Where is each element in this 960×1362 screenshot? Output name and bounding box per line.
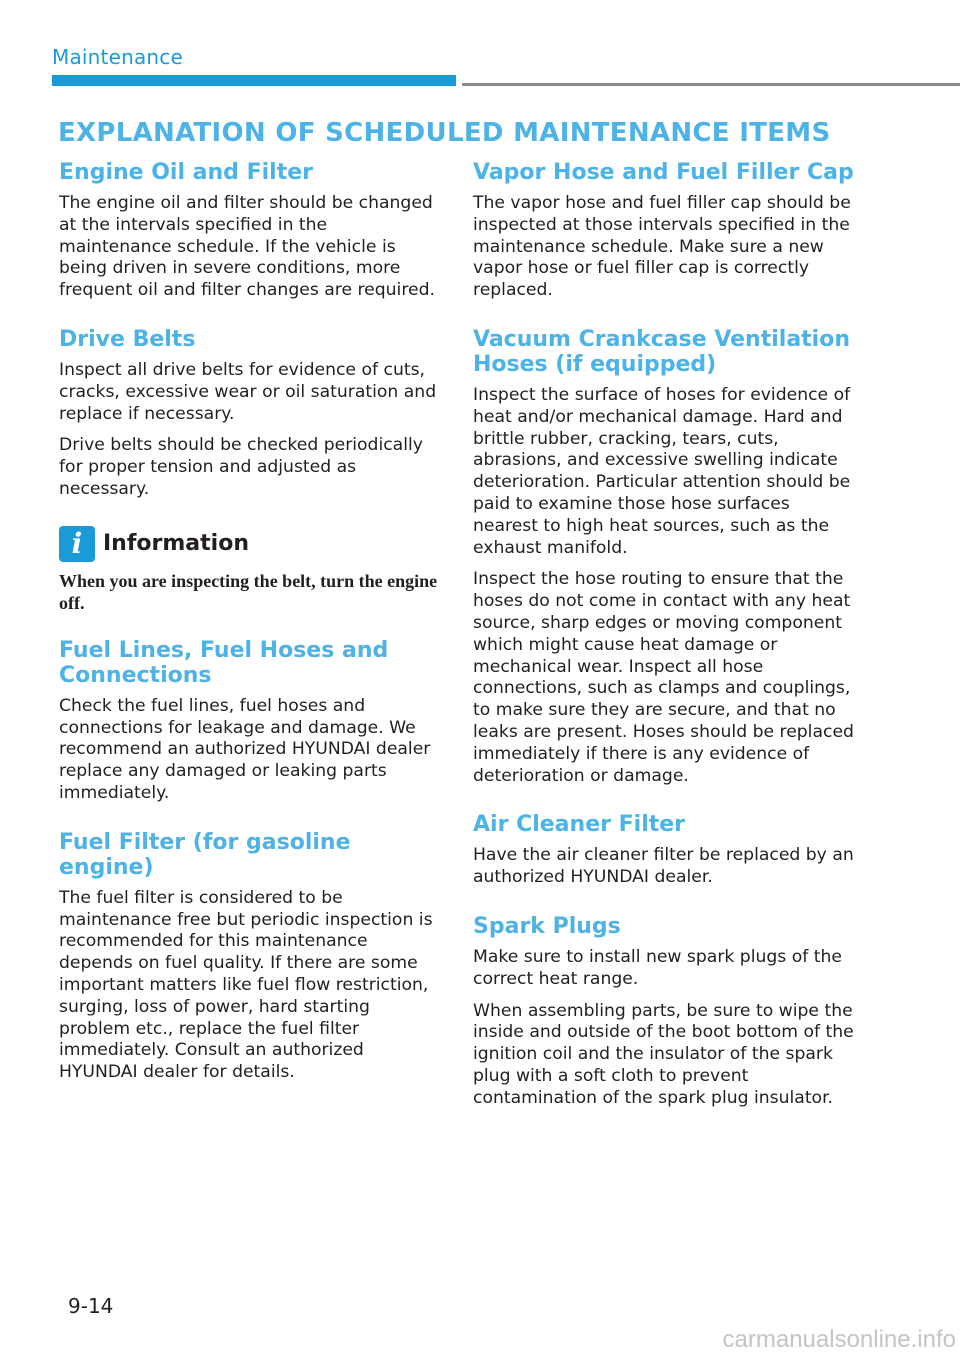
- header-rule-accent: [52, 75, 456, 86]
- section-heading: Fuel Filter (for gasoline engine): [59, 829, 351, 880]
- paragraph: Have the air cleaner filter be replaced by an authorized HYUNDAI dealer.: [473, 845, 854, 888]
- information-header: [59, 526, 441, 562]
- watermark: carmanualsonline.info: [722, 1326, 956, 1353]
- paragraph: The fuel filter is considered to be maintenance free but periodic inspection is recommended for this maintenance depends on fuel quality. If there are some important matters like fuel flow restriction, surging, loss of power, hard starting problem etc., replace the fuel filter immediately. Consult an authorized HYUNDAI dealer for details.: [59, 887, 433, 1083]
- section-fuel-lines: [59, 638, 441, 805]
- paragraph: Drive belts should be checked periodically for proper tension and adjusted as necessary.: [59, 435, 423, 499]
- section-spark-plugs: [473, 914, 855, 1110]
- information-box: [59, 526, 441, 614]
- section-air-cleaner: [473, 812, 855, 889]
- section-heading: Vacuum Crankcase Ventilation Hoses (if equipped): [473, 326, 850, 377]
- information-text: When you are inspecting the belt, turn the engine off.: [59, 570, 438, 613]
- right-column: [473, 160, 855, 1135]
- info-icon: i: [59, 526, 95, 562]
- paragraph: Check the fuel lines, fuel hoses and connections for leakage and damage. We recommend an authorized HYUNDAI dealer replace any damaged or leaking parts immediately.: [59, 695, 431, 803]
- section-heading: Spark Plugs: [473, 913, 621, 939]
- page-number: 9-14: [68, 1294, 114, 1318]
- section-fuel-filter: [59, 830, 441, 1084]
- paragraph: The engine oil and filter should be changed at the intervals specified in the maintenance schedule. If the vehicle is being driven in severe conditions, more frequent oil and filter changes are required.: [59, 193, 435, 301]
- section-vapor-hose: [473, 160, 855, 302]
- paragraph: Inspect the hose routing to ensure that the hoses do not come in contact with any heat source, sharp edges or moving component which might cause heat damage or mechanical wear. Inspect all hose connections, such as clamps and couplings, to make sure they are secure, and that no leaks are present. Hoses should be replaced immediately if there is any evidence of deterioration or damage.: [473, 569, 854, 786]
- header-section-label: Maintenance: [52, 45, 183, 69]
- header-rule: [462, 83, 960, 86]
- section-heading: Fuel Lines, Fuel Hoses and Connections: [59, 637, 389, 688]
- paragraph: Make sure to install new spark plugs of the correct heat range.: [473, 946, 842, 989]
- information-title: Information: [103, 531, 249, 557]
- section-heading: Air Cleaner Filter: [473, 812, 686, 838]
- section-vacuum-hoses: [473, 327, 855, 787]
- paragraph: The vapor hose and fuel filler cap should be inspected at those intervals specified in the maintenance schedule. Make sure a new vapor hose or fuel filler cap is correctly replaced.: [473, 193, 851, 301]
- section-heading: Vapor Hose and Fuel Filler Cap: [473, 160, 854, 185]
- section-heading: Drive Belts: [59, 326, 196, 352]
- section-drive-belts: [59, 327, 441, 501]
- section-heading: Engine Oil and Filter: [59, 160, 313, 185]
- paragraph: When assembling parts, be sure to wipe the inside and outside of the boot bottom of the ignition coil and the insulator of the spark plug with a soft cloth to prevent contamination of the spark plug insulator.: [473, 1000, 854, 1108]
- paragraph: Inspect the surface of hoses for evidence of heat and/or mechanical damage. Hard and brittle rubber, cracking, tears, cuts, abrasions, and excessive swelling indicate deterioration. Particular attention should be paid to examine those hose surfaces nearest to high heat sources, such as the exhaust manifold.: [473, 384, 851, 558]
- paragraph: Inspect all drive belts for evidence of cuts, cracks, excessive wear or oil saturation and replace if necessary.: [59, 359, 437, 424]
- left-column: [59, 160, 441, 1109]
- page-title: EXPLANATION OF SCHEDULED MAINTENANCE ITEMS: [58, 118, 831, 148]
- section-engine-oil: [59, 160, 441, 302]
